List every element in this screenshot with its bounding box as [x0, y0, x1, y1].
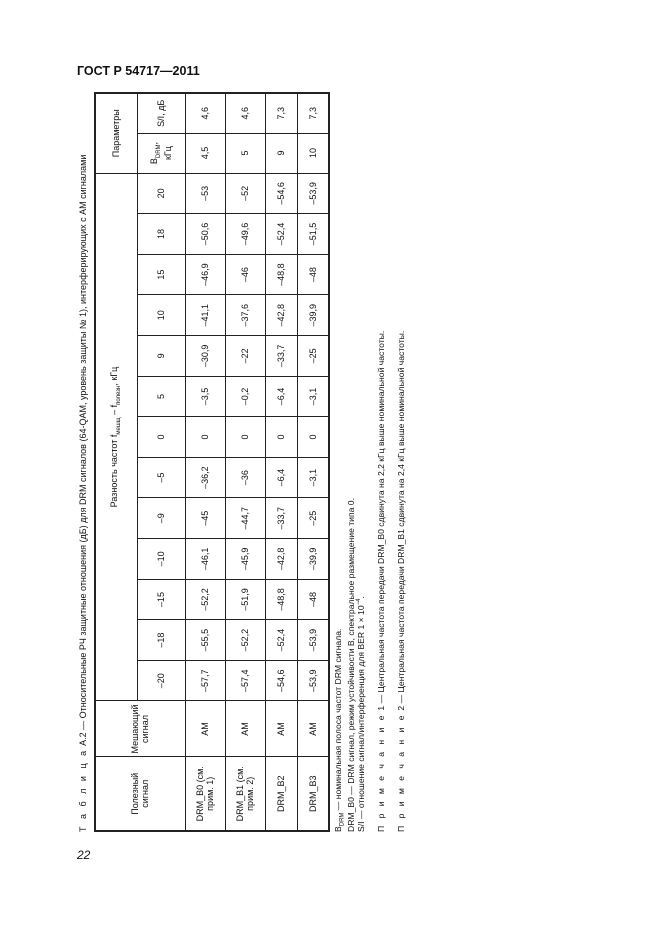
cell-value: –37,6	[225, 295, 265, 336]
col-params: Параметры	[95, 93, 137, 173]
cell-value: –48	[297, 579, 329, 620]
freq-diff-sub2: полезн	[116, 385, 123, 405]
cell-value: –48,8	[265, 579, 297, 620]
offset-header: 9	[137, 336, 185, 377]
cell-useful: DRM_B0 (см. прим. 1)	[185, 757, 225, 831]
cell-value: –54,6	[265, 173, 297, 214]
col-bdrm	[137, 133, 185, 173]
cell-si: 7,3	[265, 93, 297, 133]
cell-value: –36,2	[185, 457, 225, 498]
caption-text: А.2 — Относительные РЧ защитные отношения (дБ) для DRM сигналов (64-QAM, уровень защиты № 1), интерферирующих с АМ сигналами	[78, 154, 88, 746]
cell-value: 0	[225, 417, 265, 458]
cell-interf: АМ	[265, 701, 297, 757]
cell-value: –39,9	[297, 539, 329, 580]
table-notes	[334, 92, 407, 832]
cell-value: –39,9	[297, 295, 329, 336]
cell-value: –48	[297, 254, 329, 295]
protection-ratio-table	[94, 92, 330, 832]
cell-value: –3,1	[297, 457, 329, 498]
cell-value: –55,5	[185, 620, 225, 661]
offset-header: 20	[137, 173, 185, 214]
cell-value: –54,6	[265, 660, 297, 701]
cell-interf: АМ	[297, 701, 329, 757]
cell-value: –6,4	[265, 376, 297, 417]
cell-value: –51,9	[225, 579, 265, 620]
note-si-sup: −4	[356, 598, 363, 606]
cell-value: –22	[225, 336, 265, 377]
offset-header: –20	[137, 660, 185, 701]
prim-1-text: 1 — Центральная частота передачи DRM_B0 сдвинута на 2,2 кГц выше номинальной частоты.	[376, 330, 387, 713]
cell-bdrm: 10	[297, 133, 329, 173]
offset-header: –10	[137, 539, 185, 580]
cell-interf: АМ	[185, 701, 225, 757]
cell-value: –41,1	[185, 295, 225, 336]
cell-value: –42,8	[265, 539, 297, 580]
cell-value: –53	[185, 173, 225, 214]
b-sub: DRM	[155, 144, 162, 159]
col-si: S/I, дБ	[137, 93, 185, 133]
cell-value: –50,6	[185, 214, 225, 255]
note-b: B	[333, 826, 343, 832]
prim-label: П р и м е ч а н и е	[376, 712, 387, 832]
note-drm-b0: DRM_B0 — DRM сигнал, режим устойчивости B, спектральное размещение типа 0.	[345, 498, 356, 832]
freq-diff-sub1: мешщ	[116, 417, 123, 435]
cell-value: –45,9	[225, 539, 265, 580]
caption-label: Т а б л и ц а	[78, 748, 88, 832]
cell-value: –33,7	[265, 336, 297, 377]
cell-value: –53,9	[297, 173, 329, 214]
cell-value: –45	[185, 498, 225, 539]
freq-diff-mid: – f	[109, 404, 120, 418]
note-bdrm	[334, 92, 347, 832]
prim-2-text: 2 — Центральная частота передачи DRM_B1 сдвинута на 2,4 кГц выше номинальной частоты.	[396, 330, 407, 713]
offset-header: –9	[137, 498, 185, 539]
table-row	[297, 93, 329, 831]
offset-header: –18	[137, 620, 185, 661]
note-si-post: .	[356, 596, 367, 599]
cell-value: –36	[225, 457, 265, 498]
cell-value: –52,4	[265, 214, 297, 255]
cell-useful: DRM_B3	[297, 757, 329, 831]
cell-bdrm: 9	[265, 133, 297, 173]
cell-value: –49,6	[225, 214, 265, 255]
cell-bdrm: 5	[225, 133, 265, 173]
primechanie-1	[377, 92, 387, 832]
cell-value: –46,1	[185, 539, 225, 580]
offset-header: –15	[137, 579, 185, 620]
cell-value: –57,4	[225, 660, 265, 701]
cell-value: –3,1	[297, 376, 329, 417]
b-label: B	[148, 158, 159, 165]
cell-value: –52,2	[225, 620, 265, 661]
freq-diff-label: Разность частот f	[109, 434, 120, 508]
offset-header: 10	[137, 295, 185, 336]
cell-si: 4,6	[225, 93, 265, 133]
table-row	[265, 93, 297, 831]
cell-value: –0,2	[225, 376, 265, 417]
cell-value: –33,7	[265, 498, 297, 539]
cell-si: 7,3	[297, 93, 329, 133]
cell-value: –46	[225, 254, 265, 295]
cell-si: 4,6	[185, 93, 225, 133]
cell-value: –51,5	[297, 214, 329, 255]
offset-header: 15	[137, 254, 185, 295]
offset-header: 18	[137, 214, 185, 255]
cell-value: –30,9	[185, 336, 225, 377]
page-number: 22	[77, 848, 91, 862]
cell-value: –53,9	[297, 620, 329, 661]
cell-useful: DRM_B2	[265, 757, 297, 831]
cell-bdrm: 4,5	[185, 133, 225, 173]
document-header: ГОСТ Р 54717—2011	[77, 64, 200, 78]
cell-value: –46,9	[185, 254, 225, 295]
offset-header: 5	[137, 376, 185, 417]
col-interfering: Мешающий сигнал	[95, 701, 185, 757]
col-freq-diff	[95, 173, 137, 701]
offset-header: –5	[137, 457, 185, 498]
primechanie-2	[397, 92, 407, 832]
col-useful: Полезный сигнал	[95, 757, 185, 831]
cell-value: 0	[297, 417, 329, 458]
offset-header: 0	[137, 417, 185, 458]
cell-value: –48,8	[265, 254, 297, 295]
table-row	[185, 93, 225, 831]
cell-value: 0	[185, 417, 225, 458]
cell-value: –42,8	[265, 295, 297, 336]
cell-value: –25	[297, 336, 329, 377]
b-unit: , кГц	[148, 141, 173, 160]
note-b-sub: DRM	[339, 812, 346, 827]
prim-label: П р и м е ч а н и е	[396, 712, 407, 832]
cell-value: –52,4	[265, 620, 297, 661]
cell-value: –44,7	[225, 498, 265, 539]
cell-value: –57,7	[185, 660, 225, 701]
freq-diff-unit: , кГц	[109, 366, 120, 386]
cell-value: –25	[297, 498, 329, 539]
table-caption	[78, 92, 92, 832]
cell-value: –53,9	[297, 660, 329, 701]
cell-useful: DRM_B1 (см. прим. 2)	[225, 757, 265, 831]
cell-interf: АМ	[225, 701, 265, 757]
cell-value: –6,4	[265, 457, 297, 498]
cell-value: –52	[225, 173, 265, 214]
note-si-text: S/I — отношение сигнал/интерференция для BER 1 × 10	[356, 605, 367, 832]
rotated-table-block	[78, 92, 407, 832]
note-si	[356, 92, 367, 832]
cell-value: –52,2	[185, 579, 225, 620]
cell-value: 0	[265, 417, 297, 458]
note-b-text: — номинальная полоса частот DRM сигнала.	[333, 628, 343, 813]
cell-value: –3,5	[185, 376, 225, 417]
table-row	[225, 93, 265, 831]
